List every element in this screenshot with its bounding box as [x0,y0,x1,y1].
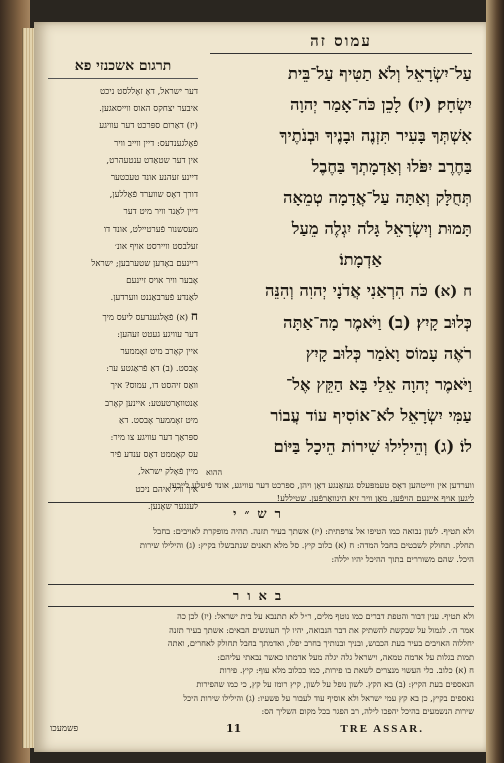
targum-line: עס קאָממט דאָס ענדע פֿיר [110,450,198,461]
chapter-letter: ח [463,282,472,300]
targum-line: אין דער שטאַדט ענטעהרט, [106,155,198,166]
hebrew-line: תָּמוּת וְיִשְׂרָאֵל גָּלֹה יִגְלֶה מֵעַל [291,219,472,238]
targum-line: מיט זאָממער אָבסט. דאַ [119,415,198,426]
rashi-commentary [48,524,474,566]
verse-number: (א) [433,282,458,300]
biur-line: אמר ה׳. לגמול על שבקשת להשתיק את דבר הנבואה, יהיו לך העונשים הבאים: אשתך בעיר תזנה [169,624,474,635]
rashi-heading: רש״י [48,502,474,522]
targum-line: לענגער שאָנען. [147,501,198,512]
targum-line: לאַנדע פֿערבאַננט ווערדען. [110,293,198,304]
hebrew-line: עַל־יִשְׂרָאֵל וְלֹא תַטִּיף עַל־בֵּית [287,64,472,83]
rashi-line: תחלק. תחולק לשבטים בחבל המדה: ח (א) כלוב קיץ. סל מלא תאנים שנתבשלו בקיץ: (ג) והילילו שירות [139,540,474,550]
page-number: 11 [226,722,242,735]
rashi-line: ולא תטיף. לשון נבואה כמו הטיפו אל צרפתית: (יז) אשתך בעיר תזנה. תהיה מופקרת לאויבים: בחבל [153,526,474,536]
targum-title-header: תרגום אשכנזי פא [48,58,198,79]
biur-line: נאספים בקיץ, כן בא קץ עמי ישראל ולא אוסיף עוד לעבור על פשעיו: (ג) והילילו שירות היכל [183,692,474,703]
signature-mark: TRE ASSAR. [340,723,424,735]
hebrew-line: אִשְׁתְּךָ בָּעִיר תִּזְנֶה וּבָנֶיךָ וּבְנֹתֶיךָ [279,126,472,145]
targum-line: איין קאָרב מיט זאָממער [120,347,198,358]
targum-line: (יז) דאַרום ספּרכט דער עוויגע [99,121,198,132]
biur-line: ח (א) כלוב. כלי העשוי מנצרים לשאת בו פירות, כמו ככלוב מלא עוף: קיץ. פירות [219,665,474,676]
biur-line: תמות בגלות על אדמה טמאה, וישראל גלה יגלה מעל אדמתו כאשר נבאתי עליהם: [217,651,474,662]
continuation-line: ליגען אויף איינעם הויפֿען, מאַן וויר זיא הינוואַרפֿען. שטיללע! [276,494,474,504]
targum-line: ריינעם באָדען שטערבען; ישראל [91,259,198,270]
hebrew-line: לוֹ׃ (ג) וְהֵילִילוּ שִׁירוֹת הֵיכָל בַּיּוֹם [273,437,472,456]
targum-line: דער עוויגע געטט זעהען: [117,329,198,340]
hebrew-line: כְּלוּב קָיִץ׃ (ב) וַיֹּאמֶר מָה־אַתָּה [282,313,472,332]
hebrew-line: רֹאֶה עָמוֹס וָאֹמַר כְּלוּב קָיִץ [305,344,472,363]
page-footer [48,722,474,742]
targum-line: איך וויל איהם ניכט [135,484,198,495]
catchword: פשמעכו [50,724,79,734]
hebrew-line: יִשְׂחָק׃ (יז) לָכֵן כֹּה־אָמַר יְהוָה [290,95,472,114]
hebrew-line: תְּחֻלָּק וְאַתָּה עַל־אֲדָמָה טְמֵאָה [283,188,472,207]
right-binding [486,0,504,763]
hebrew-line: כֹּה הִרְאַנִי אֲדֹנָי יְהוִה וְהִנֵּה [265,281,428,300]
targum-chapter-line [48,308,198,327]
targum-line: מעסשנור פֿערטיילט, אונד דו [103,224,198,235]
continuation-line: ווערדען אין ווייטהען דאָס טעמפּעלס געזאַנגע דאָן ויהן, ספּרכט דער עוויגע, אונד פֿיעלע לייכען [169,481,474,491]
targum-line: ספּראַך דער עוויגע צו מיר: [110,433,198,444]
targum-line: דער ישראל, דאָ זאָללסט ניכט [99,87,198,97]
hebrew-line: אַדְמָתוֹ׃ [339,250,382,269]
book-title-header: עמוס זה [210,32,472,54]
page-content [48,32,474,744]
hebrew-chapter-line [210,275,472,307]
targum-line: פֿאָלגענדעס: דיין ווייב וויר [114,138,198,149]
hebrew-line: בַּחֶרֶב יִפֹּלוּ וְאַדְמָתְךָ בַּחֶבֶל [311,157,472,176]
rashi-line: היכל. שהם משוררים בתוך ההיכל יהיו יללה: [331,554,474,564]
book-page [34,22,488,752]
targum-line: (א) פֿאָלגענדעס ליעס מיך [102,312,189,323]
targum-line: זעלבסט וויירסט אויף אונ׳ [114,241,198,252]
targum-column [48,84,198,516]
targum-line: דיין לאַנד וויר מיט דער [123,207,198,218]
chapter-letter: ח [190,308,198,323]
catchword-hebrew: ההוא [206,468,223,477]
biur-line: שירות הנשמעים בהיכל יהפכו לילה, רב הפגר בכל מקום השליך הס: [261,706,474,717]
biur-commentary [48,610,474,719]
targum-line: מיין פֿאָלק ישראל, [137,467,198,478]
targum-line: דיינע זעהנע אונד טעכטער [110,173,198,184]
targum-line: אַנטוואָרטעטע: איינען קאָרב [104,398,198,409]
biur-line: ולא תטיף. ענין דבור והטפת דברים כמו נוטף מלים, ר״ל לא תתנבא על בית ישראל: (יז) לכן כה [177,611,474,621]
targum-line: דורך דאָס שווערד פֿאַללען, [109,190,198,201]
hebrew-line: עַמִּי יִשְׂרָאֵל לֹא־אוֹסִיף עוֹד עֲבוֹר [270,406,472,425]
biur-line: יחללוה האויבים בעיר בעת הכבוש, ובניך ובנותיך בחרב יפלו, ואדמתך בחבל תחולק לאחרים, ואתה [167,638,474,649]
targum-line: וואַס זיהסט דו, עמוס? איך [110,381,198,392]
hebrew-verse-column [210,58,472,462]
biur-heading: באור [48,584,474,607]
targum-line: אָבער וויר אויס זיינעם [126,276,198,287]
hebrew-line: וַיֹּאמֶר יְהוָה אֵלַי בָּא הַקֵּץ אֶל־ [285,375,472,394]
biur-line: הנאספים בעת הקיץ: (ב) בא הקץ. לשון נופל על לשון, קיץ רומז על קץ, כי כמו שהפירות [196,678,474,689]
targum-line: אָבסט. (ב) דאַ פֿראַגטע ער: [106,364,198,375]
targum-line: איבער יצחקס האוס ווייסאגען. [99,104,198,115]
